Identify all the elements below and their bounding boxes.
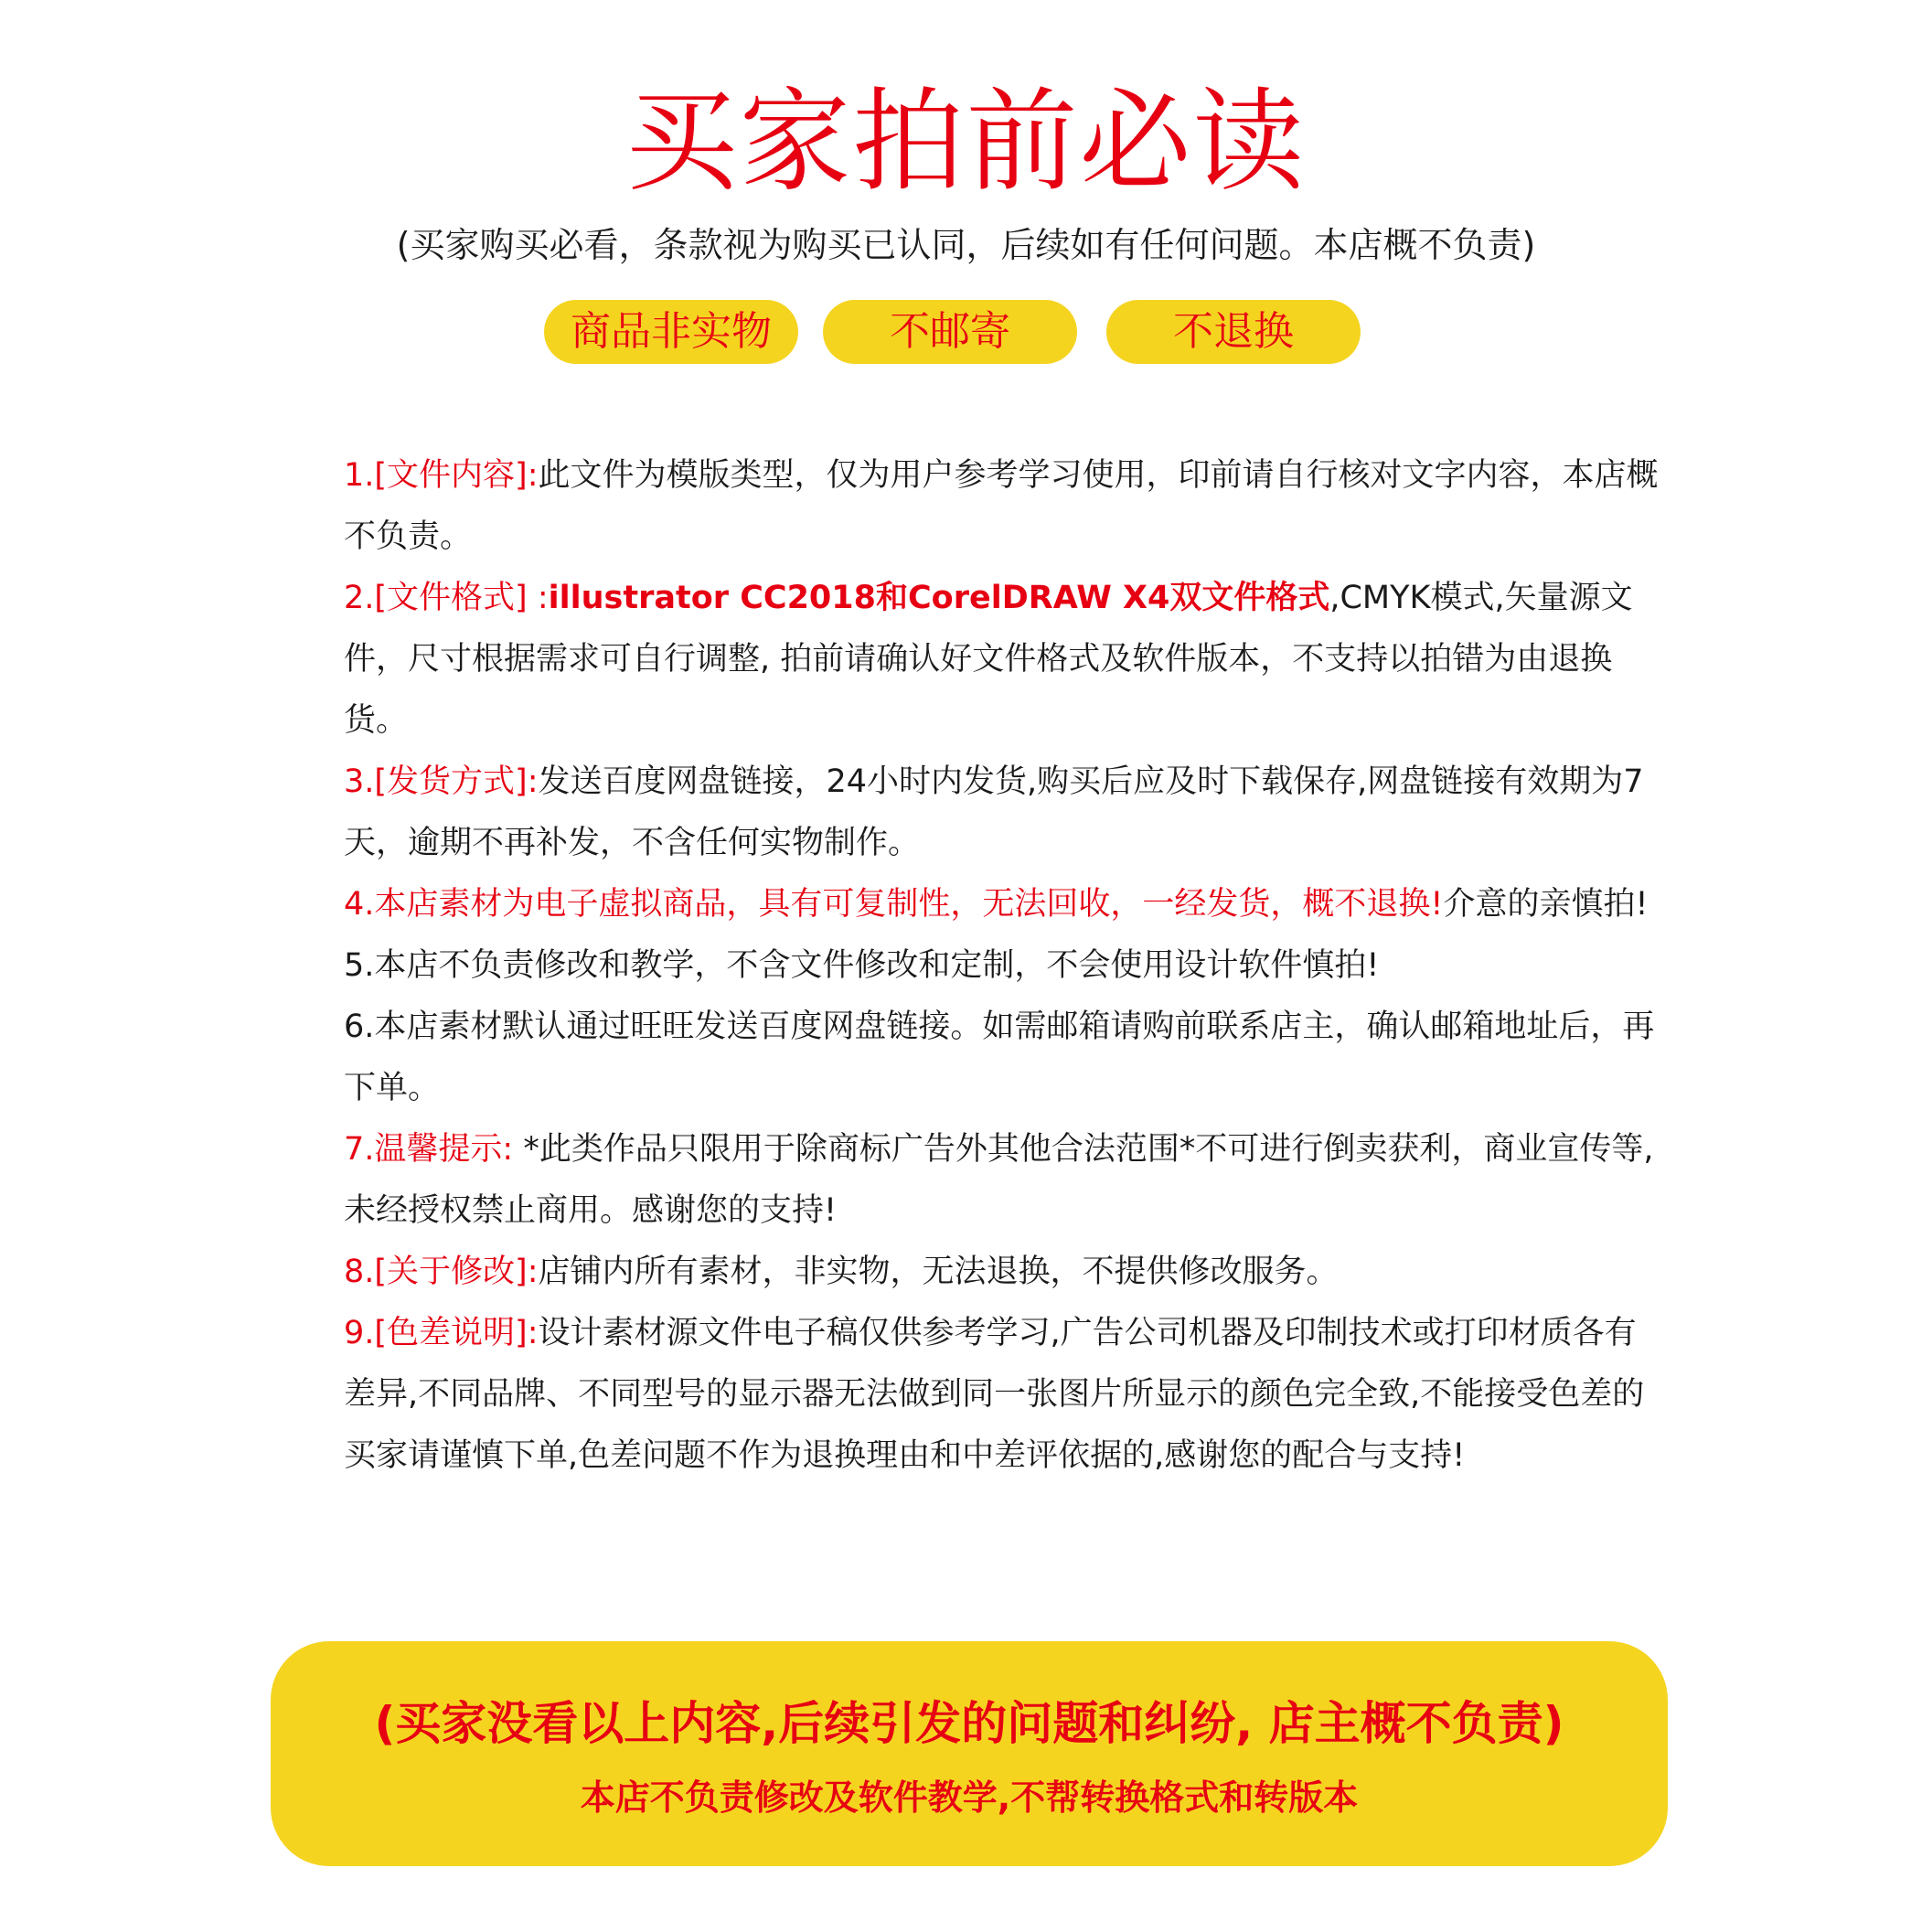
- rule-7-text: *此类作品只限用于除商标广告外其他合法范围*不可进行倒卖获利，商业宣传等,未经授权禁止商用。感谢您的支持!: [344, 1131, 1654, 1229]
- rule-3-delivery: [344, 752, 1660, 874]
- rule-5-no-edit: [344, 935, 1660, 997]
- rule-7-tips: [344, 1119, 1660, 1242]
- rule-4-virtual-goods: [344, 874, 1660, 935]
- tag-no-return: 不退换: [1106, 300, 1361, 364]
- tag-no-shipping: 不邮寄: [823, 300, 1077, 364]
- rule-3-text: 发送百度网盘链接，24小时内发货,购买后应及时下载保存,网盘链接有效期为7天，逾期不再补发，不含任何实物制作。: [344, 763, 1644, 861]
- rule-6-text: 6.本店素材默认通过旺旺发送百度网盘链接。如需邮箱请购前联系店主，确认邮箱地址后，再下单。: [344, 1009, 1655, 1106]
- rule-2-text: ,CMYK模式,矢量源文件，尺寸根据需求可自行调整, 拍前请确认好文件格式及软件版本，不支持以拍错为由退换货。: [344, 580, 1633, 739]
- rule-4-highlight: 4.本店素材为电子虚拟商品，具有可复制性，无法回收，一经发货，概不退换!: [344, 886, 1444, 923]
- rule-2-file-format: [344, 568, 1660, 752]
- footer-notice-box: [271, 1641, 1668, 1866]
- rule-8-label: 8.[关于修改]:: [344, 1254, 539, 1290]
- rule-1-label: 1.[文件内容]:: [344, 457, 539, 494]
- tag-row: [0, 300, 1932, 364]
- rule-7-label: 7.温馨提示:: [344, 1131, 514, 1168]
- rule-9-color-difference: [344, 1303, 1660, 1487]
- rule-4-text: 介意的亲慎拍!: [1443, 886, 1649, 923]
- page-title: 买家拍前必读: [625, 77, 1307, 207]
- rule-6-delivery-method: [344, 997, 1660, 1119]
- rule-3-label: 3.[发货方式]:: [344, 763, 539, 800]
- rule-1-text: 此文件为模版类型，仅为用户参考学习使用，印前请自行核对文字内容，本店概不负责。: [344, 457, 1659, 555]
- rule-2-highlight: illustrator CC2018和CorelDRAW X4双文件格式: [548, 580, 1330, 616]
- rule-8-text: 店铺内所有素材，非实物，无法退换，不提供修改服务。: [538, 1254, 1339, 1290]
- rules-list: [344, 445, 1660, 1487]
- rule-9-label: 9.[色差说明]:: [344, 1315, 539, 1351]
- footer-main-text: (买家没看以上内容,后续引发的问题和纠纷, 店主概不负责): [374, 1697, 1564, 1750]
- tag-non-physical: 商品非实物: [544, 300, 798, 364]
- footer-sub-text: 本店不负责修改及软件教学,不帮转换格式和转版本: [580, 1777, 1359, 1818]
- rule-8-modification: [344, 1242, 1660, 1303]
- rule-5-text: 5.本店不负责修改和教学，不含文件修改和定制，不会使用设计软件慎拍!: [344, 947, 1380, 984]
- rule-2-label: 2.[文件格式] :: [344, 580, 549, 616]
- page-subtitle: (买家购买必看，条款视为购买已认同，后续如有任何问题。本店概不负责): [396, 225, 1536, 265]
- rule-1-file-content: [344, 445, 1660, 568]
- rule-9-text: 设计素材源文件电子稿仅供参考学习,广告公司机器及印制技术或打印材质各有差异,不同品牌、不同型号的显示器无法做到同一张图片所显示的颜色完全致,不能接受色差的买家请谨慎下单,色差问题不作为退换理由和中差评依据的,感谢您的配合与支持!: [344, 1315, 1645, 1474]
